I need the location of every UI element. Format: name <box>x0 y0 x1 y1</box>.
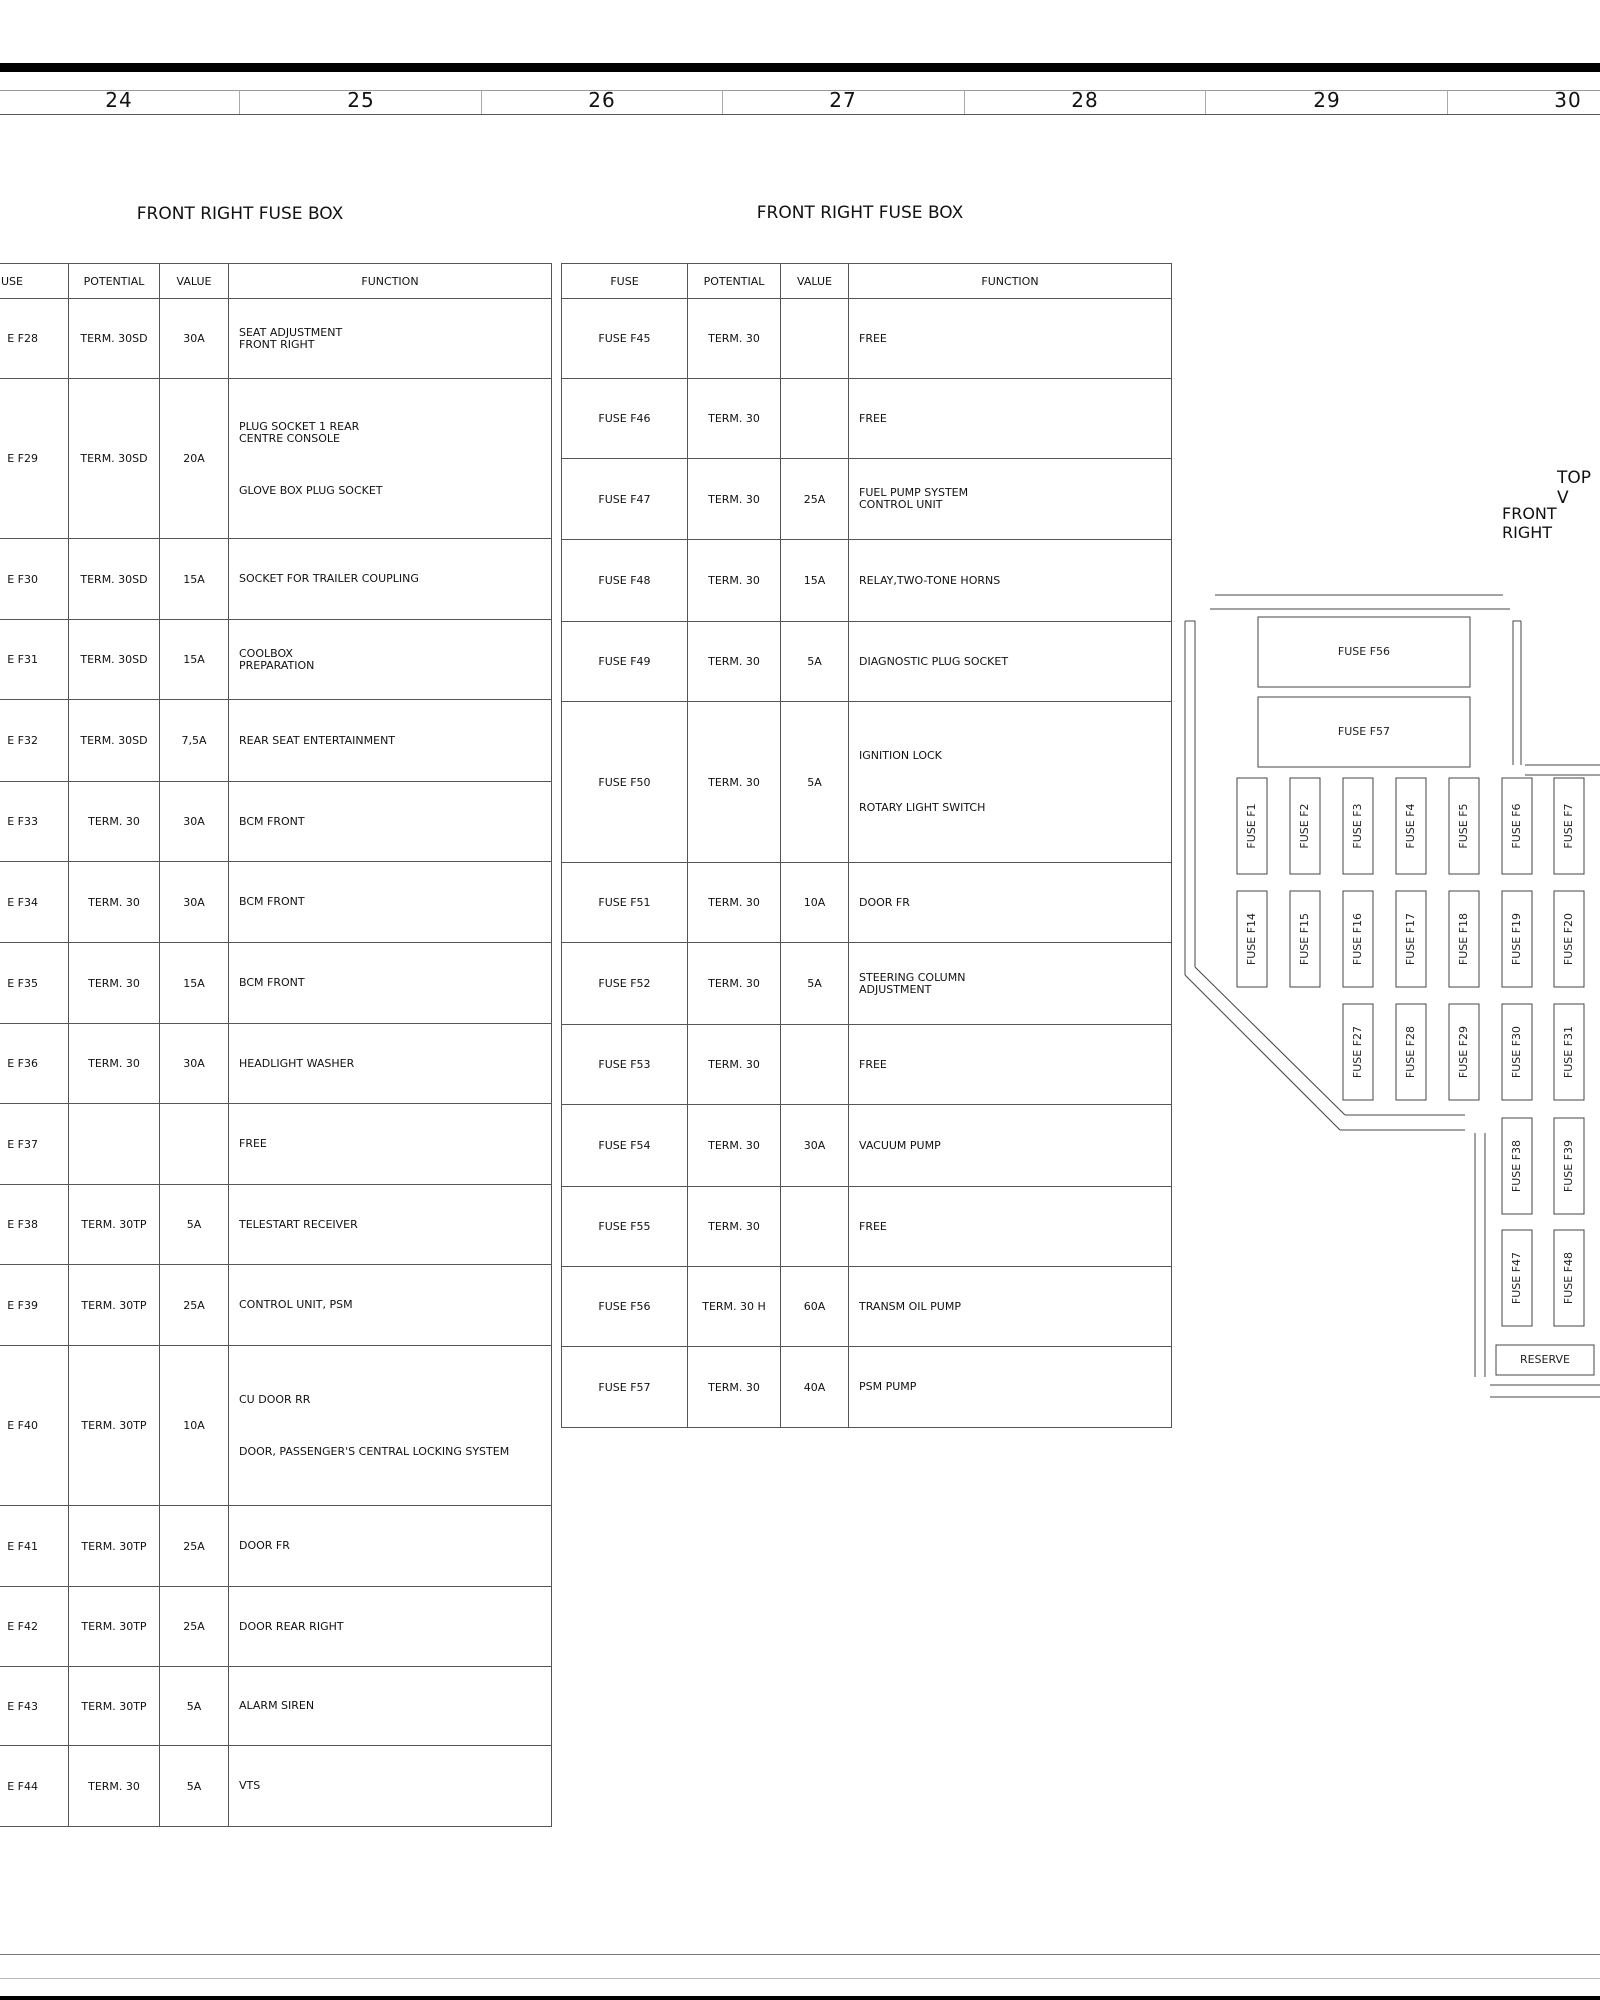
fuse-cell: E F40 <box>0 1346 69 1506</box>
fuse-label: FUSE F18 <box>1457 912 1470 966</box>
frame-bottom-line-2 <box>0 1978 1600 1979</box>
function-text: FREE <box>239 1137 267 1150</box>
top-view-subtitle: FRONT RIGHT <box>1502 504 1557 542</box>
function-cell <box>229 1746 552 1827</box>
fuse-label: FUSE F5 <box>1457 803 1470 849</box>
function-text: GLOVE BOX PLUG SOCKET <box>239 483 383 497</box>
ruler-tick <box>481 90 482 114</box>
potential-cell: TERM. 30 <box>688 1187 781 1267</box>
function-cell <box>229 1265 552 1346</box>
function-text: DOOR REAR RIGHT <box>239 1619 344 1633</box>
fuse-label: FUSE F27 <box>1351 1025 1364 1079</box>
potential-cell: TERM. 30 <box>688 622 781 702</box>
table-row <box>0 1265 552 1346</box>
fuse-slot <box>1343 891 1373 987</box>
potential-cell: TERM. 30 <box>688 540 781 622</box>
fuse-slot <box>1396 891 1426 987</box>
function-text <box>239 445 551 485</box>
fuse-slot <box>1396 778 1426 874</box>
fuse-cell: E F31 <box>0 620 69 700</box>
table-header-row <box>0 264 552 299</box>
table-row <box>0 1506 552 1587</box>
function-text: TRANSM OIL PUMP <box>859 1299 961 1313</box>
potential-cell: TERM. 30 <box>688 1025 781 1105</box>
ruler-tick <box>722 90 723 114</box>
fuse-label: FUSE F1 <box>1245 803 1258 849</box>
value-cell <box>781 1025 849 1105</box>
fuse-slot <box>1237 891 1267 987</box>
function-text: DOOR FR <box>859 895 910 909</box>
fuse-slot <box>1396 1004 1426 1100</box>
fuse-cell: E F41 <box>0 1506 69 1587</box>
function-cell <box>229 539 552 620</box>
value-cell: 25A <box>160 1506 229 1587</box>
potential-cell: TERM. 30SD <box>69 700 160 782</box>
fuse-cell: FUSE F45 <box>562 299 688 379</box>
value-cell: 20A <box>160 379 229 539</box>
value-cell: 15A <box>160 620 229 700</box>
fuse-label: FUSE F38 <box>1510 1139 1523 1193</box>
function-cell <box>229 862 552 943</box>
fuse-label: FUSE F7 <box>1562 803 1575 849</box>
value-cell <box>781 379 849 459</box>
function-text: DOOR, PASSENGER'S CENTRAL LOCKING SYSTEM <box>239 1444 510 1458</box>
value-cell: 15A <box>781 540 849 622</box>
value-cell: 15A <box>160 539 229 620</box>
function-text <box>859 762 1171 802</box>
table-row <box>562 1187 1172 1267</box>
potential-cell: TERM. 30 <box>688 379 781 459</box>
fuse-label: FUSE F47 <box>1510 1251 1523 1305</box>
function-text: SOCKET FOR TRAILER COUPLING <box>239 572 419 585</box>
potential-cell: TERM. 30TP <box>69 1667 160 1746</box>
fuse-cell: E F43 <box>0 1667 69 1746</box>
function-text: BCM FRONT <box>239 895 305 908</box>
function-text: CONTROL UNIT, PSM <box>239 1298 353 1311</box>
fuse-label: FUSE F20 <box>1562 912 1575 966</box>
table-row <box>0 1346 552 1506</box>
value-cell: 30A <box>160 1024 229 1104</box>
fuse-cell: E F38 <box>0 1185 69 1265</box>
fuse-label: FUSE F29 <box>1457 1025 1470 1079</box>
function-cell <box>849 1347 1172 1428</box>
function-text: VTS <box>239 1779 261 1792</box>
value-cell: 30A <box>160 782 229 862</box>
fuse-slot <box>1502 1118 1532 1214</box>
right-fuse-table <box>561 263 1172 1428</box>
table-row <box>562 1347 1172 1428</box>
table-row <box>0 620 552 700</box>
function-text: FUEL PUMP SYSTEM <box>859 486 969 499</box>
potential-cell: TERM. 30TP <box>69 1506 160 1587</box>
header-fuse: FUSE <box>562 264 688 299</box>
function-text: CENTRE CONSOLE <box>239 431 340 445</box>
function-text: FREE <box>859 1057 887 1071</box>
frame-bottom-border <box>0 1996 1600 2000</box>
table-row <box>0 539 552 620</box>
fuse-label: FUSE F4 <box>1404 803 1417 849</box>
function-cell <box>229 620 552 700</box>
potential-cell: TERM. 30 <box>688 943 781 1025</box>
frame-top-border <box>0 63 1600 72</box>
header-value: VALUE <box>781 264 849 299</box>
potential-cell: TERM. 30TP <box>69 1346 160 1506</box>
table-row <box>562 943 1172 1025</box>
ruler-tick <box>1205 90 1206 114</box>
table-row <box>0 700 552 782</box>
fuse-label: FUSE F19 <box>1510 912 1523 966</box>
value-cell: 40A <box>781 1347 849 1428</box>
function-text: COOLBOX <box>239 646 293 660</box>
potential-cell: TERM. 30 <box>69 1024 160 1104</box>
potential-cell <box>69 1104 160 1185</box>
fuse-cell: E F30 <box>0 539 69 620</box>
fuse-slot <box>1290 778 1320 874</box>
fuse-cell: FUSE F47 <box>562 459 688 540</box>
fuse-slot <box>1502 778 1532 874</box>
potential-cell: TERM. 30SD <box>69 620 160 700</box>
fuse-cell: E F35 <box>0 943 69 1024</box>
fuse-label: RESERVE <box>1519 1353 1571 1366</box>
fuse-slot <box>1502 891 1532 987</box>
fuse-cell: E F34 <box>0 862 69 943</box>
potential-cell: TERM. 30SD <box>69 539 160 620</box>
function-text: ALARM SIREN <box>239 1699 315 1712</box>
fuse-cell: FUSE F49 <box>562 622 688 702</box>
fuse-box-top-view <box>1180 585 1600 1425</box>
function-cell <box>849 379 1172 459</box>
function-text: BCM FRONT <box>239 814 305 828</box>
function-cell <box>229 943 552 1024</box>
fuse-label: FUSE F14 <box>1245 912 1258 966</box>
fuse-slot <box>1343 1004 1373 1100</box>
fuse-label: FUSE F6 <box>1510 803 1523 849</box>
function-cell <box>229 1104 552 1185</box>
value-cell: 10A <box>781 863 849 943</box>
value-cell: 60A <box>781 1267 849 1347</box>
function-cell <box>849 1267 1172 1347</box>
fuse-cell: FUSE F52 <box>562 943 688 1025</box>
table-row <box>0 1024 552 1104</box>
potential-cell: TERM. 30 <box>688 702 781 863</box>
function-text: BCM FRONT <box>239 976 305 989</box>
table-row <box>562 1267 1172 1347</box>
function-cell <box>849 459 1172 540</box>
value-cell <box>781 1187 849 1267</box>
fuse-cell: FUSE F55 <box>562 1187 688 1267</box>
top-view-title: TOP V <box>1557 468 1592 508</box>
function-text: PLUG SOCKET 1 REAR <box>239 419 360 433</box>
table-row <box>0 299 552 379</box>
potential-cell: TERM. 30 <box>688 1347 781 1428</box>
potential-cell: TERM. 30TP <box>69 1185 160 1265</box>
table-row <box>0 943 552 1024</box>
fuse-label: FUSE F3 <box>1351 803 1364 849</box>
fuse-cell: E F33 <box>0 782 69 862</box>
fuse-slot <box>1343 778 1373 874</box>
function-text: PREPARATION <box>239 658 315 672</box>
table-row <box>0 379 552 539</box>
potential-cell: TERM. 30 H <box>688 1267 781 1347</box>
ruler-number: 26 <box>588 88 616 112</box>
function-text: IGNITION LOCK <box>859 749 942 762</box>
function-text: FRONT RIGHT <box>239 337 315 351</box>
function-cell <box>229 1587 552 1667</box>
ruler-number: 28 <box>1071 88 1099 112</box>
ruler-bottom-line <box>0 114 1600 115</box>
value-cell: 5A <box>160 1746 229 1827</box>
fuse-cell: E F29 <box>0 379 69 539</box>
fuse-cell: E F32 <box>0 700 69 782</box>
fuse-slot <box>1237 778 1267 874</box>
reserve-slot <box>1496 1345 1594 1375</box>
fuse-cell: FUSE F48 <box>562 540 688 622</box>
table-row <box>0 782 552 862</box>
header-function: FUNCTION <box>229 264 552 299</box>
fuse-slot <box>1449 1004 1479 1100</box>
fuse-cell: E F37 <box>0 1104 69 1185</box>
ruler-number: 24 <box>105 88 133 112</box>
header-value: VALUE <box>160 264 229 299</box>
left-fuse-table <box>0 263 552 1827</box>
value-cell: 30A <box>160 299 229 379</box>
fuse-cell: FUSE F53 <box>562 1025 688 1105</box>
fuse-cell: FUSE F46 <box>562 379 688 459</box>
fuse-f56 <box>1258 617 1470 687</box>
fuse-label: FUSE F28 <box>1404 1025 1417 1079</box>
value-cell: 5A <box>781 622 849 702</box>
table-header-row <box>562 264 1172 299</box>
function-cell <box>229 1346 552 1506</box>
fuse-cell: FUSE F57 <box>562 1347 688 1428</box>
value-cell: 5A <box>781 702 849 863</box>
ruler-number: 30 <box>1554 88 1582 112</box>
fuse-slot <box>1449 891 1479 987</box>
potential-cell: TERM. 30 <box>688 1105 781 1187</box>
table-row <box>0 1667 552 1746</box>
header-potential: POTENTIAL <box>688 264 781 299</box>
value-cell: 10A <box>160 1346 229 1506</box>
left-table-title: FRONT RIGHT FUSE BOX <box>136 204 344 224</box>
table-row <box>0 1185 552 1265</box>
function-cell <box>229 1185 552 1265</box>
table-row <box>0 1587 552 1667</box>
potential-cell: TERM. 30SD <box>69 379 160 539</box>
fuse-label: FUSE F30 <box>1510 1025 1523 1079</box>
header-fuse: USE <box>0 264 69 299</box>
ruler-number: 25 <box>347 88 375 112</box>
fuse-cell: E F39 <box>0 1265 69 1346</box>
function-text: HEADLIGHT WASHER <box>239 1056 355 1070</box>
header-function: FUNCTION <box>849 264 1172 299</box>
fuse-slot <box>1554 1230 1584 1326</box>
table-row <box>562 540 1172 622</box>
fuse-slot <box>1502 1230 1532 1326</box>
value-cell: 5A <box>160 1667 229 1746</box>
ruler-top-line <box>0 90 1600 91</box>
frame-bottom-line <box>0 1954 1600 1955</box>
value-cell: 25A <box>160 1587 229 1667</box>
potential-cell: TERM. 30 <box>69 782 160 862</box>
function-text <box>239 1406 551 1446</box>
fuse-f57 <box>1258 697 1470 767</box>
fuse-slot <box>1554 891 1584 987</box>
function-cell <box>229 379 552 539</box>
fuse-cell: FUSE F56 <box>562 1267 688 1347</box>
ruler-tick <box>964 90 965 114</box>
function-text: DOOR FR <box>239 1539 290 1552</box>
value-cell: 7,5A <box>160 700 229 782</box>
ruler-number: 27 <box>829 88 857 112</box>
fuse-cell: E F36 <box>0 1024 69 1104</box>
function-text: ADJUSTMENT <box>859 982 932 996</box>
function-cell <box>229 1024 552 1104</box>
function-text: FREE <box>859 411 887 425</box>
potential-cell: TERM. 30 <box>688 299 781 379</box>
fuse-label: FUSE F15 <box>1298 912 1311 966</box>
function-text: REAR SEAT ENTERTAINMENT <box>239 733 396 747</box>
fuse-slot <box>1554 778 1584 874</box>
function-cell <box>849 299 1172 379</box>
function-cell <box>229 700 552 782</box>
table-row <box>562 1105 1172 1187</box>
potential-cell: TERM. 30 <box>69 943 160 1024</box>
function-cell <box>229 782 552 862</box>
value-cell: 25A <box>160 1265 229 1346</box>
fuse-slot <box>1449 778 1479 874</box>
fuse-label: FUSE F48 <box>1562 1251 1575 1305</box>
function-text: ROTARY LIGHT SWITCH <box>859 801 986 814</box>
fuse-label: FUSE F31 <box>1562 1025 1575 1079</box>
fuse-slot <box>1554 1118 1584 1214</box>
function-cell <box>849 863 1172 943</box>
function-text: TELESTART RECEIVER <box>239 1217 358 1231</box>
fuse-cell: FUSE F50 <box>562 702 688 863</box>
function-cell <box>229 1506 552 1587</box>
fuse-slot <box>1290 891 1320 987</box>
potential-cell: TERM. 30TP <box>69 1587 160 1667</box>
table-row <box>0 1746 552 1827</box>
fuse-label: FUSE F39 <box>1562 1139 1575 1193</box>
function-text: RELAY,TWO-TONE HORNS <box>859 573 1001 587</box>
table-row <box>562 379 1172 459</box>
table-row <box>562 702 1172 863</box>
potential-cell: TERM. 30TP <box>69 1265 160 1346</box>
fuse-label: FUSE F57 <box>1337 725 1391 738</box>
function-text: CONTROL UNIT <box>859 498 943 511</box>
fuse-slot <box>1554 1004 1584 1100</box>
fuse-label: FUSE F16 <box>1351 912 1364 966</box>
value-cell: 5A <box>160 1185 229 1265</box>
function-cell <box>849 622 1172 702</box>
function-cell <box>849 943 1172 1025</box>
value-cell: 30A <box>160 862 229 943</box>
function-cell <box>849 1187 1172 1267</box>
function-text: FREE <box>859 1219 887 1233</box>
value-cell: 15A <box>160 943 229 1024</box>
function-cell <box>229 299 552 379</box>
table-row <box>562 622 1172 702</box>
fuse-cell: E F42 <box>0 1587 69 1667</box>
function-text: VACUUM PUMP <box>859 1138 941 1152</box>
fuse-cell: FUSE F54 <box>562 1105 688 1187</box>
function-text: FREE <box>859 331 887 345</box>
fuse-box-outline <box>1185 595 1600 1397</box>
value-cell: 25A <box>781 459 849 540</box>
function-text: CU DOOR RR <box>239 1392 311 1406</box>
fuse-cell: E F28 <box>0 299 69 379</box>
potential-cell: TERM. 30SD <box>69 299 160 379</box>
value-cell <box>781 299 849 379</box>
function-cell <box>849 1025 1172 1105</box>
function-text: SEAT ADJUSTMENT <box>239 325 343 339</box>
ruler-tick <box>239 90 240 114</box>
function-text: STEERING COLUMN <box>859 970 966 984</box>
function-text: DIAGNOSTIC PLUG SOCKET <box>859 654 1009 668</box>
ruler-number: 29 <box>1313 88 1341 112</box>
potential-cell: TERM. 30 <box>688 459 781 540</box>
right-table-title: FRONT RIGHT FUSE BOX <box>756 203 964 223</box>
potential-cell: TERM. 30 <box>69 862 160 943</box>
function-cell <box>849 1105 1172 1187</box>
fuse-label: FUSE F56 <box>1337 645 1391 658</box>
fuse-cell: FUSE F51 <box>562 863 688 943</box>
potential-cell: TERM. 30 <box>688 863 781 943</box>
value-cell: 30A <box>781 1105 849 1187</box>
table-row <box>562 299 1172 379</box>
table-row <box>562 459 1172 540</box>
function-text: PSM PUMP <box>859 1380 917 1393</box>
table-row <box>562 863 1172 943</box>
fuse-cell: E F44 <box>0 1746 69 1827</box>
table-row <box>562 1025 1172 1105</box>
fuse-label: FUSE F17 <box>1404 912 1417 966</box>
function-cell <box>849 540 1172 622</box>
fuse-slot <box>1502 1004 1532 1100</box>
header-potential: POTENTIAL <box>69 264 160 299</box>
function-cell <box>849 702 1172 863</box>
fuse-label: FUSE F2 <box>1298 803 1311 849</box>
table-row <box>0 862 552 943</box>
table-row <box>0 1104 552 1185</box>
ruler-tick <box>1447 90 1448 114</box>
value-cell: 5A <box>781 943 849 1025</box>
function-cell <box>229 1667 552 1746</box>
potential-cell: TERM. 30 <box>69 1746 160 1827</box>
value-cell <box>160 1104 229 1185</box>
